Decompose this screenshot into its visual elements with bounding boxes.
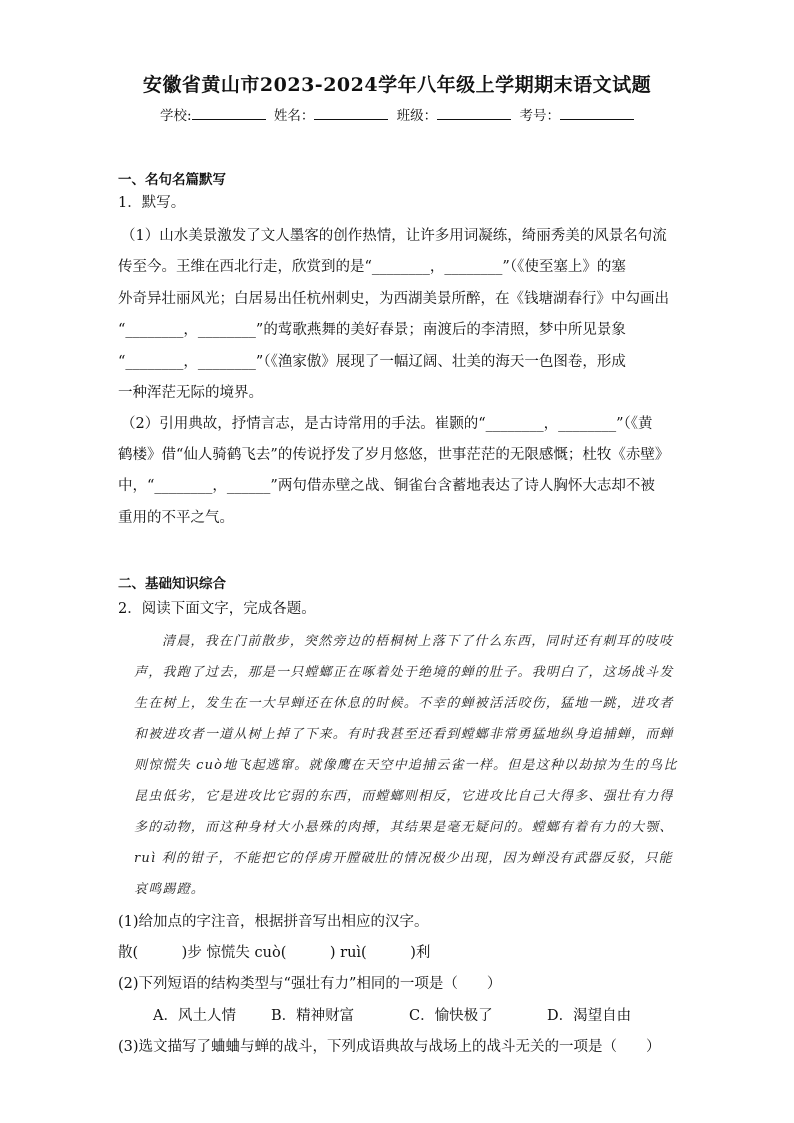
student-info-row xyxy=(0,104,794,124)
option-c[interactable]: C．愉快极了 xyxy=(409,1008,493,1024)
option-d[interactable]: D．渴望自由 xyxy=(547,1008,632,1024)
passage-line: 和被进攻者一道从树上掉了下来。有时我甚至还看到螳螂非常勇猛地纵身追捕蝉，而蝉 xyxy=(134,727,674,742)
q1-text-line: 一种浑茫无际的境界。 xyxy=(118,385,263,401)
sub-question-1: (1)给加点的字注音，根据拼音写出相应的汉字。 xyxy=(118,914,429,930)
exam-title: 安徽省黄山市2023-2024学年八年级上学期期末语文试题 xyxy=(142,74,652,96)
section1-heading: 一、名句名篇默写 xyxy=(118,172,226,188)
sub-question-3: (3)选文描写了蛐蛐与蝉的战斗，下列成语典故与战场上的战斗无关的一项是（ ） xyxy=(118,1039,661,1055)
passage-line: 则惊慌失 cuò地飞起逃窜。就像鹰在天空中追捕云雀一样。但是这种以劫掠为生的鸟比 xyxy=(134,758,678,773)
name-label: 姓名： xyxy=(273,108,315,124)
question1-label: 1．默写。 xyxy=(118,195,186,211)
q1-text-line: 重用的不平之气。 xyxy=(118,510,234,526)
sub-question-2: (2)下列短语的结构类型与“强壮有力”相同的一项是（ ） xyxy=(118,976,502,992)
passage-line: 清晨，我在门前散步，突然旁边的梧桐树上落下了什么东西，同时还有刺耳的吱吱 xyxy=(162,634,674,649)
q1-text-line: （1）山水美景激发了文人墨客的创作热情，让许多用词凝练，绮丽秀美的风景名句流 xyxy=(121,228,667,244)
school-label: 学校: xyxy=(160,108,192,124)
question2-label: 2．阅读下面文字，完成各题。 xyxy=(118,601,316,617)
passage-line: 昆虫低劣，它是进攻比它弱的东西，而螳螂则相反，它进攻比自己大得多、强壮有力得 xyxy=(134,789,674,804)
passage-line: 哀鸣踢蹬。 xyxy=(134,882,206,897)
q1-text-line: 传至今。王维在西北行走，欣赏到的是“________，________”（《使至塞上》的塞 xyxy=(118,259,626,275)
q1-text-line: 中，“________，______”两句借赤壁之战、铜雀台含蓄地表达了诗人胸怀大志却不被 xyxy=(118,478,655,494)
class-label: 班级： xyxy=(396,108,438,124)
name-blank xyxy=(314,107,388,120)
passage-line: ruì 利的钳子，不能把它的俘虏开膛破肚的情况极少出现，因为蝉没有武器反驳，只能 xyxy=(134,851,673,866)
school-blank xyxy=(192,107,266,120)
passage-line: 声，我跑了过去，那是一只螳螂正在啄着处于绝境的蝉的肚子。我明白了，这场战斗发 xyxy=(134,665,674,680)
exam-no-label: 考号： xyxy=(519,108,560,124)
section2-heading: 二、基础知识综合 xyxy=(118,576,226,592)
exam-no-blank xyxy=(560,107,634,120)
q1-text-line: 鹤楼》借“仙人骑鹤飞去”的传说抒发了岁月悠悠，世事茫茫的无限感慨；杜牧《赤壁》 xyxy=(118,447,670,463)
q1-text-line: （2）引用典故，抒情言志，是古诗常用的手法。崔颢的“________，________”（《黄 xyxy=(121,416,653,432)
sub-question-1-blanks: 散( )步 惊慌失 cuò( ) ruì( )利 xyxy=(118,945,431,961)
option-a[interactable]: A．风土人情 xyxy=(153,1008,236,1024)
q1-text-line: “________，________”的莺歌燕舞的美好春景；南渡后的李清照，梦中所见景象 xyxy=(118,322,626,338)
option-b[interactable]: B．精神财富 xyxy=(271,1008,355,1024)
q1-text-line: 外奇异壮丽风光；白居易出任杭州刺史，为西湖美景所醉，在《钱塘湖春行》中勾画出 xyxy=(118,291,669,307)
passage-line: 生在树上，发生在一大早蝉还在休息的时候。不幸的蝉被活活咬伤，猛地一跳，进攻者 xyxy=(134,696,674,711)
q1-text-line: “________，________”（《渔家傲》展现了一幅辽阔、壮美的海天一色图卷，形成 xyxy=(118,354,626,370)
passage-line: 多的动物，而这种身材大小悬殊的肉搏，其结果是毫无疑问的。螳螂有着有力的大颚、 xyxy=(134,820,674,835)
class-blank xyxy=(437,107,511,120)
